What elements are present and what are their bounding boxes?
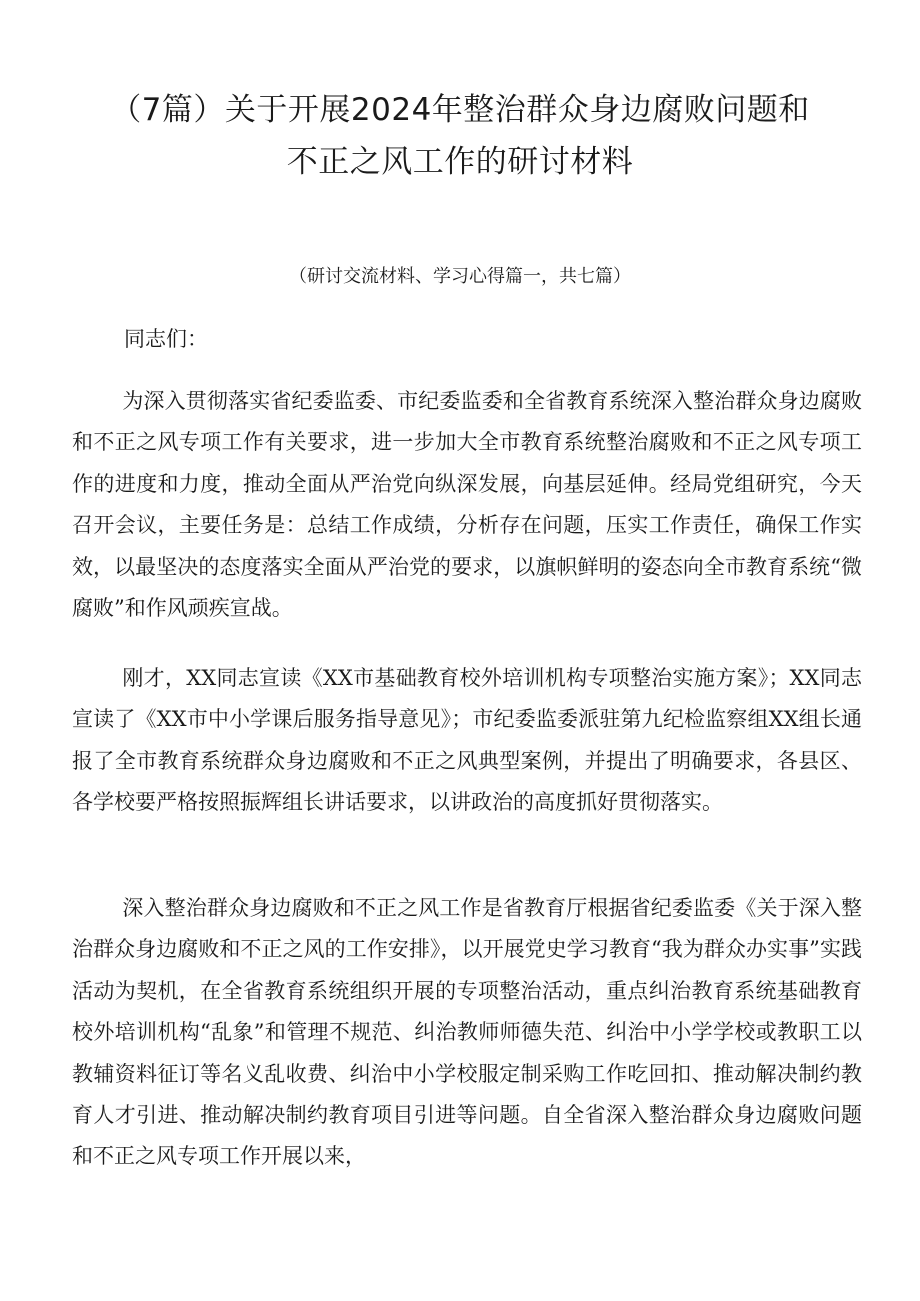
paragraph-3: 深入整治群众身边腐败和不正之风工作是省教育厅根据省纪委监委《关于深入整治群众身边腐败和不正之风的工作安排》，以开展党史学习教育“我为群众办实事”实践活动为契机，在全省教育系统组织开展的专项整治活动，重点纠治教育系统基础教育校外培训机构“乱象”和管理不规范、纠治教师师德失范、纠治中小学学校或教职工以教辅资料征订等名义乱收费、纠治中小学校服定制采购工作吃回扣、推动解决制约教育人才引进、推动解决制约教育项目引进等问题。自全省深入整治群众身边腐败问题和不正之风专项工作开展以来， xyxy=(72,896,862,1169)
document-title xyxy=(60,84,860,188)
title-line-2: 不正之风工作的研讨材料 xyxy=(286,144,634,180)
salutation: 同志们： xyxy=(124,327,208,351)
title-line-1: （7篇）关于开展2024年整治群众身边腐败问题和 xyxy=(110,92,810,128)
paragraph-2: 刚才，XX同志宣读《XX市基础教育校外培训机构专项整治实施方案》；XX同志宣读了《XX市中小学课后服务指导意见》；市纪委监委派驻第九纪检监察组XX组长通报了全市教育系统群众身边腐败和不正之风典型案例，并提出了明确要求，各县区、各学校要严格按照振辉组长讲话要求，以讲政治的高度抓好贯彻落实。 xyxy=(72,666,862,815)
document-subtitle: （研讨交流材料、学习心得篇一，共七篇） xyxy=(289,266,631,287)
paragraph-1: 为深入贯彻落实省纪委监委、市纪委监委和全省教育系统深入整治群众身边腐败和不正之风专项工作有关要求，进一步加大全市教育系统整治腐败和不正之风专项工作的进度和力度，推动全面从严治党向纵深发展，向基层延伸。经局党组研究，今天召开会议，主要任务是：总结工作成绩，分析存在问题，压实工作责任，确保工作实效，以最坚决的态度落实全面从严治党的要求，以旗帜鲜明的姿态向全市教育系统“微腐败”和作风顽疾宣战。 xyxy=(72,389,862,621)
